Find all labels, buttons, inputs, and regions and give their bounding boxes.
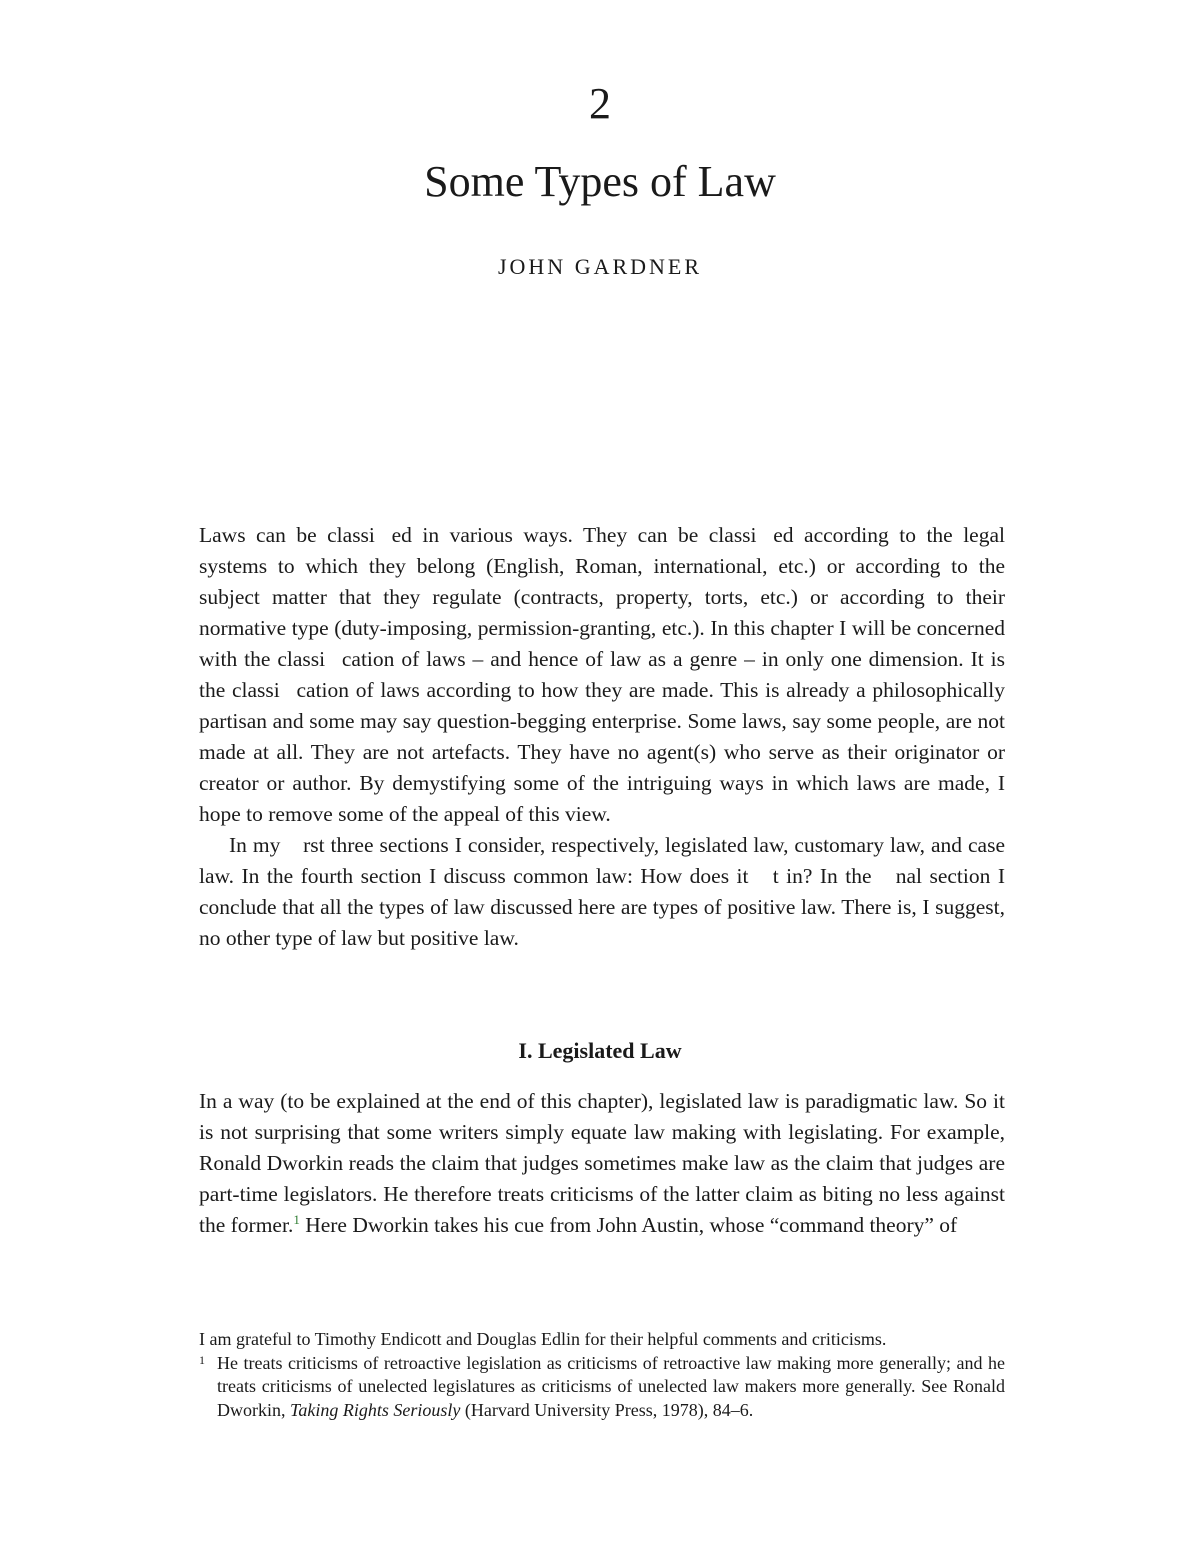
footnote-1-text-before: He treats criticisms of retroactive legislation as criticisms of retroactive law making more generally; and he treats criticisms of unelected legislatures as criticisms of unelected law makers more generally. See Ronald Dworkin, bbox=[217, 1352, 1005, 1420]
section-1-text-before-ref: In a way (to be explained at the end of this chapter), legislated law is paradigmatic law. So it is not surprising that some writers simply equate law making with legislating. For example, Ronald Dworkin reads the claim that judges sometimes make law as the claim that judges are part-time legislators. He therefore treats criticisms of the latter claim as biting no less against the former. bbox=[199, 1089, 1005, 1237]
intro-text bbox=[199, 520, 1005, 954]
footnotes bbox=[199, 1328, 1005, 1422]
chapter-number: 2 bbox=[589, 79, 611, 128]
chapter-title: Some Types of Law bbox=[424, 157, 776, 206]
footnote-1 bbox=[199, 1352, 1005, 1423]
acknowledgement-note: I am grateful to Timothy Endicott and Douglas Edlin for their helpful comments and criticisms. bbox=[199, 1329, 887, 1349]
intro-paragraph-1: Laws can be classi ed in various ways. They can be classi ed according to the legal systems to which they belong (English, Roman, international, etc.) or according to the subject matter that they regulate (contracts, property, torts, etc.) or according to their normative type (duty-imposing, permission-granting, etc.). In this chapter I will be concerned with the classi cation of laws – and hence of law as a genre – in only one dimension. It is the classi cation of laws according to how they are made. This is already a philosophically partisan and some may say question-begging enterprise. Some laws, say some people, are not made at all. They are not artefacts. They have no agent(s) who serve as their originator or creator or author. By demystifying some of the intriguing ways in which laws are made, I hope to remove some of the appeal of this view. bbox=[199, 523, 1005, 826]
section-heading-legislated-law: I. Legislated Law bbox=[518, 1038, 682, 1063]
chapter-author: JOHN GARDNER bbox=[497, 254, 703, 279]
footnote-1-book-title: Taking Rights Seriously bbox=[290, 1399, 461, 1420]
section-1-text bbox=[199, 1086, 1005, 1241]
footnote-1-text-after: (Harvard University Press, 1978), 84–6. bbox=[460, 1399, 754, 1420]
section-1-text-after-ref: Here Dworkin takes his cue from John Austin, whose “command theory” of bbox=[299, 1213, 958, 1237]
section-1-paragraph bbox=[199, 1086, 1005, 1241]
footnote-ref-1[interactable]: 1 bbox=[293, 1211, 300, 1227]
footnote-1-number: 1 bbox=[199, 1352, 205, 1367]
intro-paragraph-2: In my  rst three sections I consider, respectively, legislated law, customary law, and case law. In the fourth section I discuss common law: How does it  t in? In the  nal section I conclude that all the types of law discussed here are types of positive law. There is, I suggest, no other type of law but positive law. bbox=[199, 833, 1005, 950]
